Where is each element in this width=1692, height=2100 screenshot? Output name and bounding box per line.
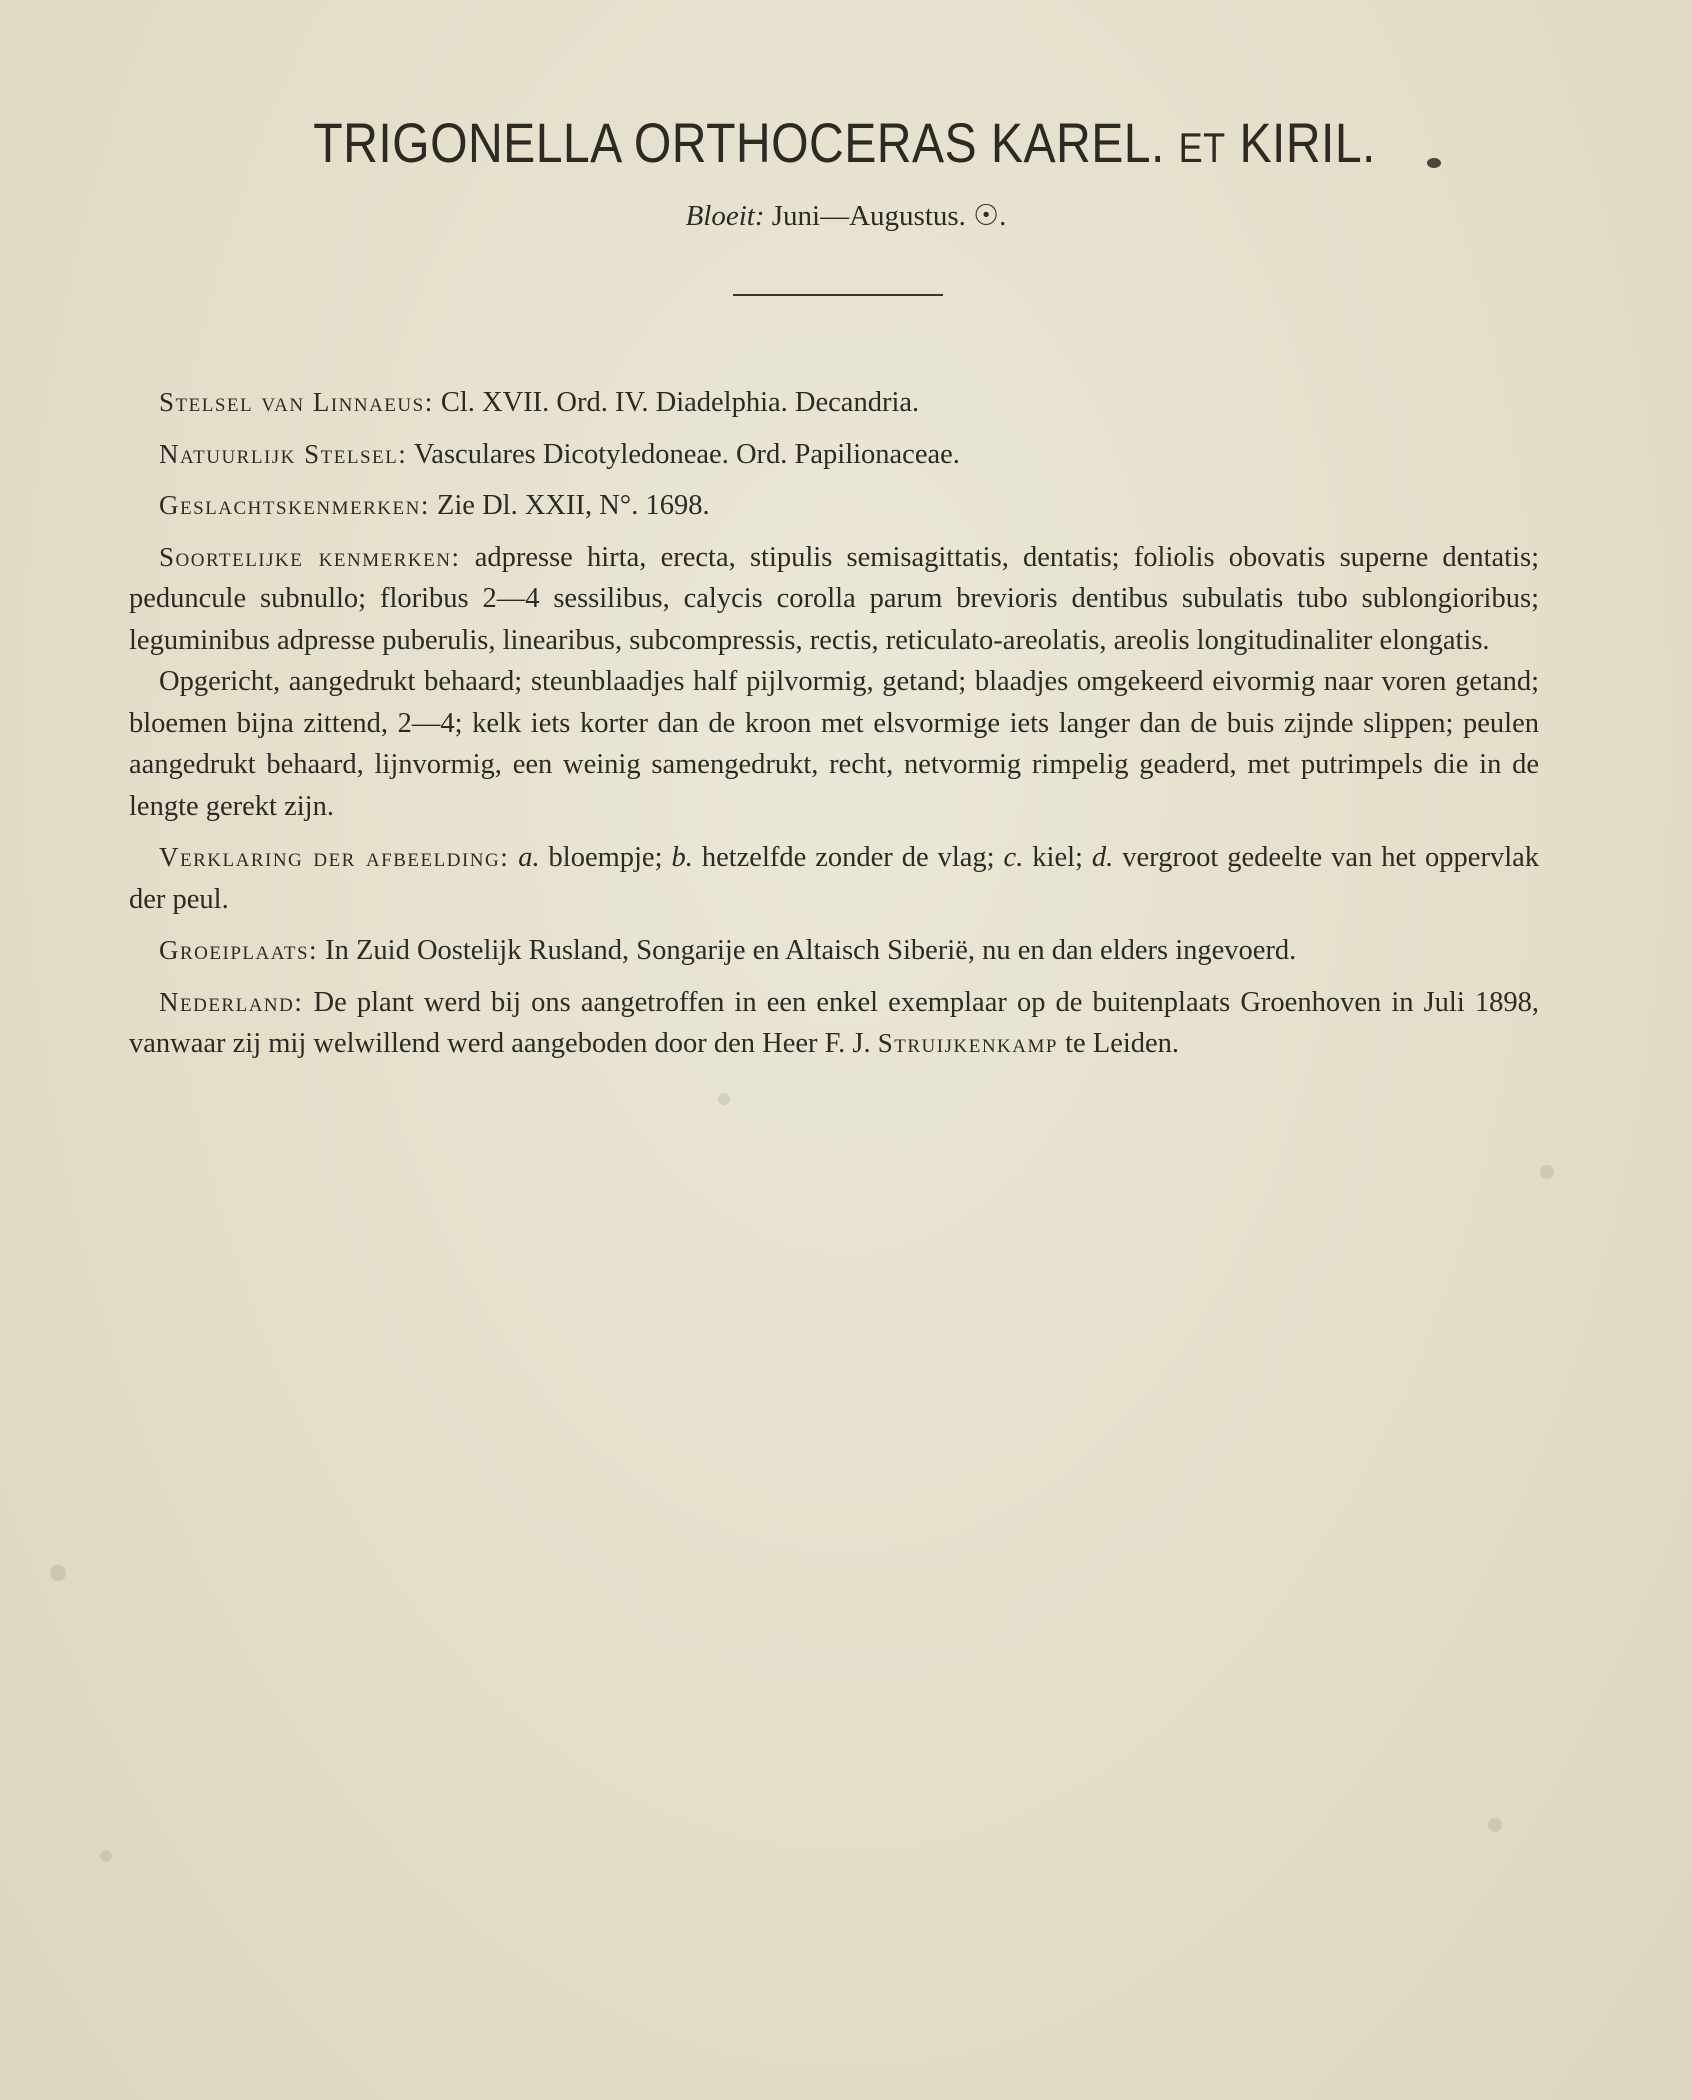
paper-stain [1488,1818,1502,1832]
natural-system-text: Vasculares Dicotyledoneae. Ord. Papilionaceae. [413,438,960,470]
natural-system-label: Natuurlijk Stelsel: [159,438,408,469]
figure-key-d: d. [1091,842,1114,873]
figure-text-d: vergroot gedeelte van het oppervlak der peul. [129,842,1540,915]
species-paragraph [129,537,1539,662]
page-title [117,110,1572,175]
genus-text: Zie Dl. XXII, N°. 1698. [436,490,710,521]
title-author: KIRIL. [1239,111,1376,174]
figure-key-b: b. [671,842,693,873]
title-et: ET [1178,124,1226,171]
ink-spot-mark [1427,158,1441,168]
bloom-value: Juni—Augustus. ☉. [771,200,1007,232]
genus-paragraph [129,485,1539,527]
netherlands-paragraph [129,982,1539,1065]
description-body [129,382,1539,1075]
figure-explanation-paragraph [129,837,1539,920]
figure-key-a: a. [518,842,540,873]
figure-key-c: c. [1003,842,1024,873]
linnaeus-label: Stelsel van Linnaeus: [159,387,434,417]
natural-system-paragraph [129,434,1539,476]
bloom-label: Bloeit: [685,200,765,232]
genus-label: Geslachtskenmerken: [159,490,430,520]
species-label: Soortelijke kenmerken: [159,541,461,572]
title-main: TRIGONELLA ORTHOCERAS KAREL. [313,111,1165,174]
figure-text-a: bloempje; [548,842,663,873]
bloom-period [0,198,1692,233]
linnaeus-paragraph [129,382,1539,424]
habitat-paragraph [129,930,1539,972]
linnaeus-text: Cl. XVII. Ord. IV. Diadelphia. Decandria. [440,387,920,418]
species-text: adpresse hirta, erecta, stipulis semisagittatis, dentatis; foliolis obovatis superne dentatis; peduncule subnullo; floribus 2—4 sessilibus, calycis corolla parum brevioris dentibus subulatis tubo sublongioribus; leguminibus adpresse puberulis, linearibus, subcompressis, rectis, reticulato-areolatis, areolis longitudinaliter elongatis. [129,541,1539,656]
donor-name: Struijkenkamp [877,1028,1058,1058]
paper-stain [100,1850,112,1862]
netherlands-label: Nederland: [159,986,304,1017]
figure-text-c: kiel; [1032,842,1083,873]
netherlands-text: De plant werd bij ons aangetroffen in een enkel exemplaar op de buitenplaats Groenhoven in Juli 1898, vanwaar zij mij welwillend werd aangeboden door den Heer F. J. [129,986,1539,1059]
title-divider [733,294,943,296]
netherlands-text-end: te Leiden. [1065,1028,1180,1059]
figure-text-b: hetzelfde zonder de vlag; [701,842,995,873]
paper-stain [718,1093,730,1105]
habitat-text: In Zuid Oostelijk Rusland, Songarije en Altaisch Siberië, nu en dan elders ingevoerd. [325,935,1297,966]
paper-stain [1540,1165,1554,1179]
figure-explanation-label: Verklaring der afbeelding: [159,842,510,872]
habitat-label: Groeiplaats: [159,935,319,965]
dutch-description-text: Opgericht, aangedrukt behaard; steunblaadjes half pijlvormig, getand; blaadjes omgekeerd eivormig naar voren getand; bloemen bijna zittend, 2—4; kelk iets korter dan de kroon met elsvormige iets langer dan de buis zijnde slippen; peulen aangedrukt behaard, lijnvormig, een weinig samengedrukt, recht, netvormig rimpelig geaderd, met putrimpels die in de lengte gerekt zijn. [129,666,1539,822]
dutch-description-paragraph [129,661,1539,827]
paper-stain [50,1565,66,1581]
